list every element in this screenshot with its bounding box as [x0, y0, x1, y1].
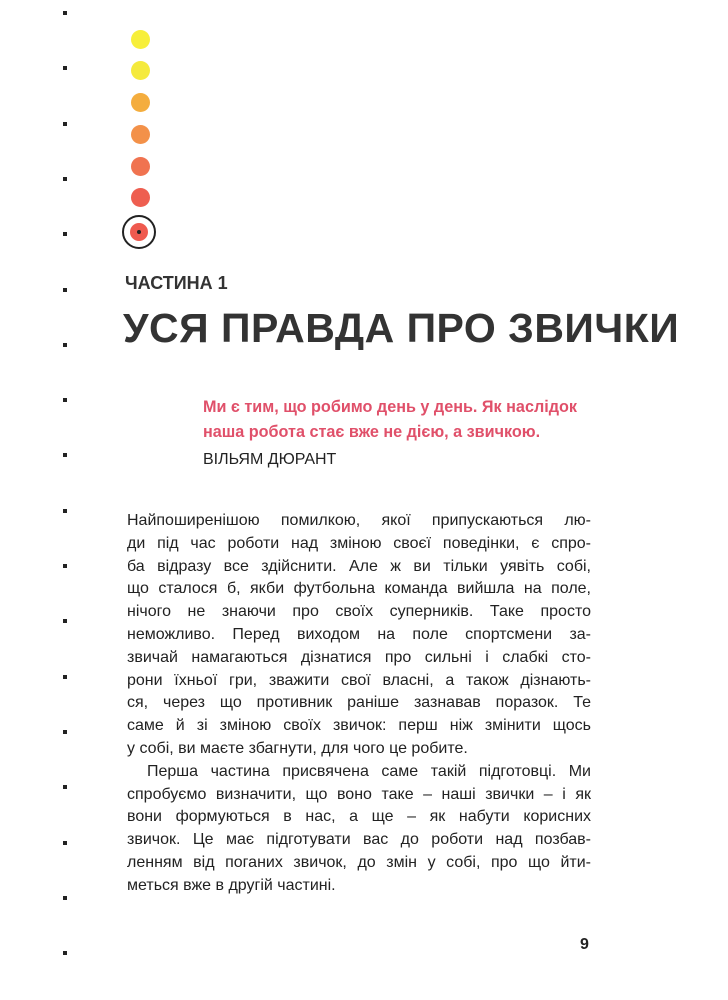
- margin-bullet: [63, 896, 67, 900]
- margin-bullet: [63, 785, 67, 789]
- text-line: Найпоширенішою помилкою, якої припускаються лю-: [127, 512, 591, 529]
- margin-bullet: [63, 730, 67, 734]
- margin-bullet: [63, 398, 67, 402]
- margin-bullet: [63, 288, 67, 292]
- progress-dot: [131, 93, 150, 112]
- margin-bullet: [63, 619, 67, 623]
- margin-bullet: [63, 841, 67, 845]
- epigraph-author: ВІЛЬЯМ ДЮРАНТ: [203, 451, 337, 468]
- text-line: у собі, ви маєте збагнути, для чого це робите.: [127, 739, 468, 757]
- epigraph-quote: [203, 395, 577, 445]
- epigraph: [203, 395, 577, 470]
- text-line: рони їхньої гри, зважити свої власні, а також дізнають-: [127, 671, 591, 689]
- text-line: звичок. Це має підготувати вас до роботи над позбав-: [127, 831, 591, 849]
- text-line: вони формуються в нас, а ще – як набути корисних: [127, 808, 591, 826]
- margin-bullet: [63, 177, 67, 181]
- text-line: ба відразу все здійснити. Але ж ви тільки уявіть собі,: [127, 557, 591, 575]
- margin-bullet: [63, 343, 67, 347]
- text-line: звичай намагаються дізнатися про сильні і слабкі сто-: [127, 648, 591, 666]
- margin-bullet: [63, 509, 67, 513]
- page-number: 9: [580, 936, 589, 953]
- text-line: неможливо. Перед виходом на поле спортсмени за-: [127, 625, 591, 643]
- text-line: нічого не знаючи про своїх суперників. Таке просто: [127, 603, 591, 621]
- margin-bullet: [63, 11, 67, 15]
- current-part-target-icon: [122, 215, 156, 249]
- margin-bullet: [63, 122, 67, 126]
- text-line: меться вже в другій частині.: [127, 876, 336, 894]
- margin-bullet: [63, 66, 67, 70]
- margin-bullet: [63, 564, 67, 568]
- text-line: що сталося б, якби футбольна команда вийшла на поле,: [127, 580, 591, 598]
- progress-dot: [131, 61, 150, 80]
- text-line: ленням від поганих звичок, до змін у собі, про що йти-: [127, 853, 591, 871]
- body-text: [127, 510, 591, 898]
- text-line: ся, через що противник раніше зазнавав поразок. Те: [127, 694, 591, 712]
- text-line: Перша частина присвячена саме такій підготовці. Ми: [147, 762, 591, 780]
- text-line: ди під час роботи над зміною своєї поведінки, є спро-: [127, 534, 591, 552]
- margin-bullet: [63, 675, 67, 679]
- epigraph-line: Ми є тим, що робимо день у день. Як наслідок: [203, 398, 577, 416]
- target-center: [137, 230, 141, 234]
- text-line: спробуємо визначити, що воно таке – наші звички – і як: [127, 785, 591, 803]
- margin-bullet: [63, 232, 67, 236]
- progress-dot: [131, 188, 150, 207]
- progress-dot: [131, 30, 150, 49]
- progress-dot: [131, 157, 150, 176]
- margin-bullet: [63, 453, 67, 457]
- part-label: ЧАСТИНА 1: [125, 273, 228, 293]
- margin-bullet: [63, 951, 67, 955]
- progress-dot: [131, 125, 150, 144]
- chapter-title: УСЯ ПРАВДА ПРО ЗВИЧКИ: [123, 305, 680, 351]
- epigraph-line: наша робота стає вже не дією, а звичкою.: [203, 423, 541, 441]
- text-line: саме й зі зміною своїх звичок: перш ніж змінити щось: [127, 717, 591, 735]
